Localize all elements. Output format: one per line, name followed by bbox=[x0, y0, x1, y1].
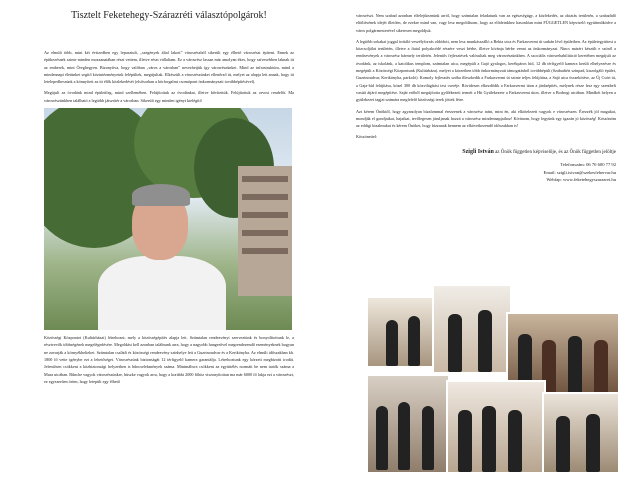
event-photo-collage bbox=[366, 284, 620, 474]
candidate-hair bbox=[132, 184, 190, 206]
page-title: Tisztelt Feketehegy-Szárazréti választópolgárok! bbox=[71, 10, 267, 21]
event-photo-6 bbox=[542, 392, 620, 474]
left-paragraph-1: Az elmúlt több, mint két évtizedben egy lepusztult, „szegények által lakott” városrészből sikerült egy élhető városrészt építeni. Ennek az építkezésnek szinte minden mozzanatában részt vettem, illetve részt vállaltam. Ez a városrész lassan már amolyan ékes, hogy szívesebben laknak itt az emberek, mint Öreghegyen. Bizonyítva, hogy valóban „város a városban” nevezhetjük így városrészünket. Mind az infrastruktúra, mind a mindennapi életünket segítő közintézményeink felépültek, megújultak. Elkészült a városrészünket ellenőrző út, melyet az alapja lett annak, hogy itt letelepedhessünk a könnyített az itt élők közlekedését (elsősorban a körforgalmi csomópont önkormányzati továbbépítésével). bbox=[44, 50, 294, 85]
left-paragraph-2: Megújult az óvodánk mind épületileg, mind szellemében. Felújítottuk az óvodánkat, illetve bővítettük. Felújítottuk az orvosi rendelőt. Ma városrészünkben található a legtöbb játszótér a városban. Sikerült egy minden igényt kielégítő bbox=[44, 90, 294, 103]
web-line: Webfap: www.feketehegyszarazret.hu bbox=[546, 177, 616, 183]
right-paragraph-2: A legtöbb sokakat joggal irritáló veszélyforrás oldódott, nem lesz munkásszálló a Bebia utca és Farkasvermi út sarkán lévő épületben. Az épületegyüttest a közcsoljálat területén, illetve a fiatal polyakcédé részére veszi bérbe, illetve kívánja bérbe venni az önkormányzat. Nincs másért készült e szóról a rendezvények a városrész bármely területén. Jelentős fejlesztések valósultak meg városrészünkben. A szociális városrehabilitáció keretében megújult az óvodánk, az iskolánk, a katolikus templom, számtalan utca, megépült a Gajó gyalogos, kerékpáros híd, 12 db térfigyelő kamera került elhelyezésre és megépült a Közösségi Központunk (Kultúrháza). melyet a körzetben több önkormányzati támogatásból továbbépült (Szabadtéri színpad, kiszolgáló épület, Guzrtnoudvar, Kertkönyha, parkoló). Komoly fejlesztés szóba illeszkedik a Farkasvermi út szinte teljes felújítása, a Sajó utca összekötése, az Új Csóri út, a Gaja-híd felújítása, közel 300 db közvilágítási test cseréje. Rövidesen elkezdődik a Farkasvermi úton a járdaépítés, melynek része lesz egy szentbeli vasúti átjáró megépítése. Saját erőből megújította gyűlékezeti termét a Hit Gyülekezete a Farkasvermi úton, illetve a Bodrogi utcában. Mindkét helyen a gyülekezet tagjai számára megfelelő közösségi terek jöttek létre. bbox=[356, 38, 616, 103]
event-photo-2 bbox=[432, 284, 512, 374]
phone-line: Telefonszám: 06 70 600 77 92 bbox=[560, 161, 616, 167]
event-photo-5 bbox=[446, 380, 546, 474]
email-line: Email: szigli.istvan@szekesfehervar.hu bbox=[543, 169, 616, 175]
right-paragraph-3: Azt kérem Önöktől, hogy agyanolyan bizalommal érezzenek a városrész iránt, mint én, aki elkötelezett vagyok e városrészen. Érezzék jól magukat, mondják el gondjaikat, bajaikat, tevőlegesen járuljanak hozzá a városrész mindennapjaihoz! Kívánom, hogy legyünk egy igazán jó közösség! Köszönöm az eddigi bizalmukat és kérem Önöket, hogy bízzanak bennem az elkövetkezendő időszakban is! bbox=[356, 108, 616, 129]
signature-role: az Önök független képviselője, és az Önök független jelöltje bbox=[495, 149, 616, 155]
event-photo-4 bbox=[366, 374, 450, 474]
left-paragraph-3: Közösségi Központot (Kultúrházat) létrehozni, mely a közösségépítés alapja lett. Számtalan rendezvényt szerveztünk és bonyolítottunk le, a résztvevők többségének megelégedésére. Megoldást kell azonban találnunk arra, hogy a nagyobb hangerővel megrendezendő eseményeknek bogyan ne zavarják a környékbelieket. Számtalan családi és közösségi rendezvény színhelye lett a Guzrtnoudvar és a Kertkönyha. Az elmúlt időszakban kb. 1800 fő vette igénybe ezt a lehetőséget. Városrészünk biztonságát 12 térfigyelő kamera garantálja. Létrehoztunk egy körzeti megbízotti irodát. Jelentősen csökkent a közbiztonsági helyzetben is bűncselekmények száma. Minimálisra csökkent az együttélés normáit be nem tartók száma a Mura utcában. Bűnche vagyok városrészünkre, büszke vagyok arra, hogy a korábbi 2000 főhöz viszonyítottan ma már 6000 fő lakja ezt a városrészt, ez egyszerűen öröm, hogy letepült egy élhető bbox=[44, 335, 294, 384]
candidate-shirt bbox=[98, 256, 226, 330]
event-photo-1 bbox=[366, 296, 436, 368]
building-image bbox=[238, 166, 292, 296]
candidate-photo bbox=[44, 108, 292, 330]
signature-name: Szigli István bbox=[462, 148, 494, 155]
right-paragraph-1: városrészt. Nem szabad azonban elfelejtkeznünk arról, hogy számtalan feladatunk van az egészségügy, a közlekedés, az oktatás területén, a szabadidő eltöltésének idejét illetően, de ezekre mind van, vagy lesz megoldásom, hogy az elődeinkhez hasonlóan mint FÜGGETLEN képviselő együttműködve a város polgármesterével sikeresen megoldjuk. bbox=[356, 13, 616, 33]
signature bbox=[356, 149, 616, 155]
thanks-line: Köszönettel: bbox=[356, 134, 378, 140]
